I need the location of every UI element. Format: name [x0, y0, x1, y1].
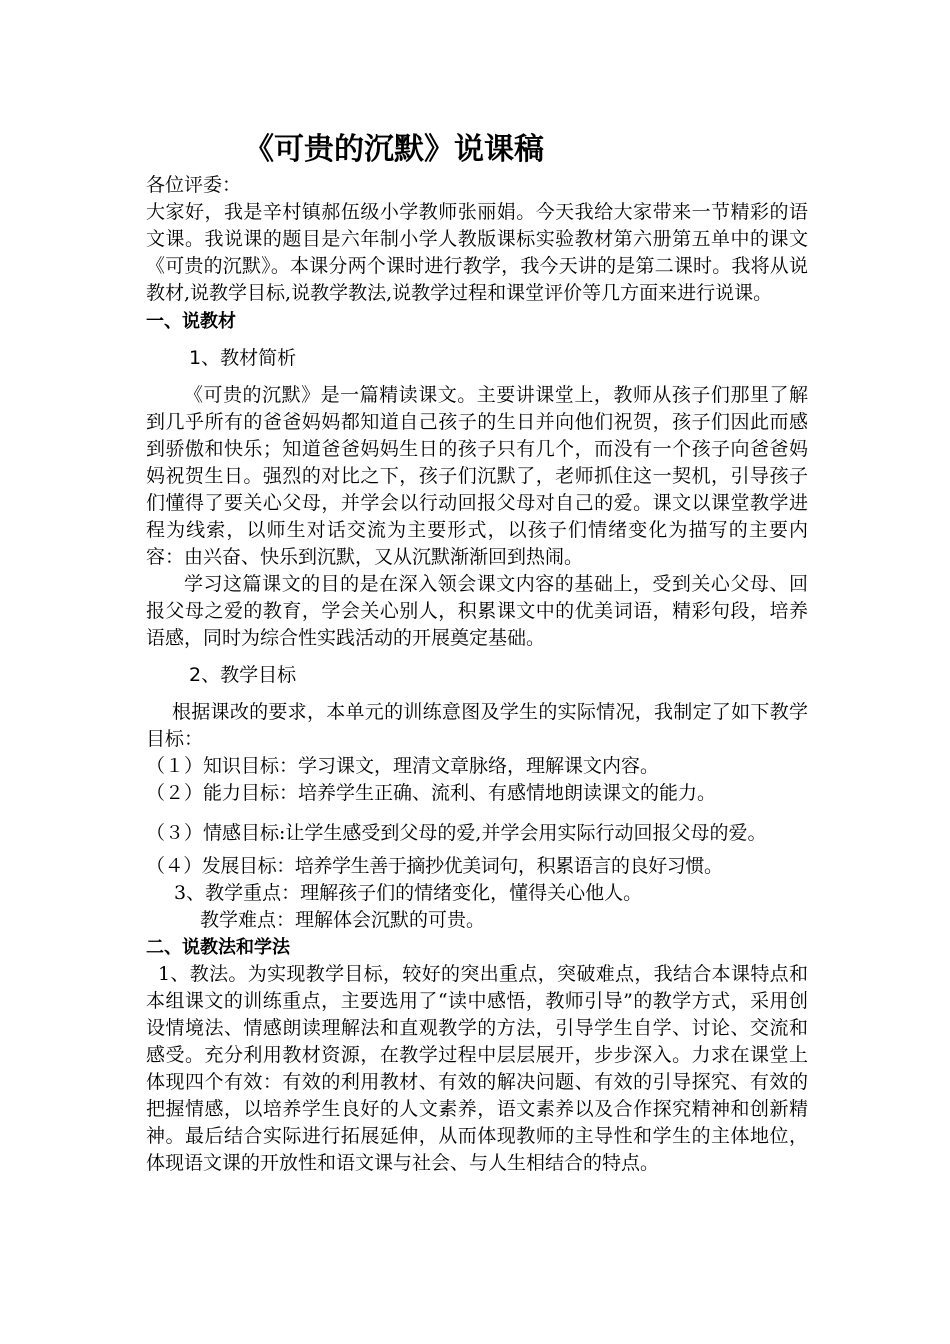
- goal-knowledge: （１）知识目标：学习课文，理清文章脉络，理解课文内容。: [146, 755, 660, 777]
- section-2-paragraph-1: 1、教法。为实现教学目标，较好的突出重点，突破难点，我结合本课特点和本组课文的训练重点，主要选用了“读中感悟，教师引导”的教学方式，采用创设情境法、情感朗读理解法和直观教学的方法，引导学生自学、讨论、交流和感受。充分利用教材资源，在教学过程中层层展开，步步深入。力求在课堂上体现四个有效：有效的利用教材、有效的解决问题、有效的引导探究、有效的把握情感，以培养学生良好的人文素养，语文素养以及合作探究精神和创新精神。最后结合实际进行拓展延伸，从而体现教师的主导性和学生的主体地位，体现语文课的开放性和语文课与社会、与人生相结合的特点。: [146, 963, 808, 1174]
- section-1-sub1-heading: 1、教材简析: [189, 347, 297, 369]
- page-title: 《可贵的沉默》说课稿: [244, 132, 544, 167]
- teaching-key-point: 3、教学重点：理解孩子们的情绪变化，懂得关心他人。: [174, 882, 643, 904]
- goal-ability: （２）能力目标：培养学生正确、流利、有感情地朗读课文的能力。: [146, 782, 717, 804]
- section-1-heading: 一、说教材: [146, 311, 236, 332]
- section-1-sub2-heading: 2、教学目标: [189, 664, 297, 686]
- salutation: 各位评委：: [146, 174, 242, 196]
- goal-emotion: （３）情感目标:让学生感受到父母的爱,并学会用实际行动回报父母的爱。: [146, 822, 767, 844]
- section-1-sub1-paragraph-2: 学习这篇课文的目的是在深入领会课文内容的基础上，受到关心父母、回报父母之爱的教育，学会关心别人，积累课文中的优美词语，精彩句段，培养语感，同时为综合性实践活动的开展奠定基础。: [146, 573, 808, 649]
- section-2-heading: 二、说教法和学法: [146, 937, 290, 958]
- section-1-sub2-intro: 根据课改的要求，本单元的训练意图及学生的实际情况，我制定了如下教学目标：: [146, 701, 808, 750]
- goal-development: （４）发展目标：培养学生善于摘抄优美词句，积累语言的良好习惯。: [146, 855, 723, 877]
- intro-paragraph: 大家好，我是辛村镇郝伍级小学教师张丽娟。今天我给大家带来一节精彩的语文课。我说课的题目是六年制小学人教版课标实验教材第六册第五单中的课文《可贵的沉默》。本课分两个课时进行教学，我今天讲的是第二课时。我将从说教材,说教学目标,说教学教法,说教学过程和课堂评价等几方面来进行说课。: [146, 201, 808, 304]
- section-1-sub1-paragraph-1: 《可贵的沉默》是一篇精读课文。主要讲课堂上，教师从孩子们那里了解到几乎所有的爸爸妈妈都知道自己孩子的生日并向他们祝贺，孩子们因此而感到骄傲和快乐；知道爸爸妈妈生日的孩子只有几个，而没有一个孩子向爸爸妈妈祝贺生日。强烈的对比之下，孩子们沉默了，老师抓住这一契机，引导孩子们懂得了要关心父母，并学会以行动回报父母对自己的爱。课文以课堂教学进程为线索，以师生对话交流为主要形式，以孩子们情绪变化为描写的主要内容：由兴奋、快乐到沉默，又从沉默渐渐回到热闹。: [146, 384, 808, 568]
- document-page: [146, 128, 808, 1177]
- teaching-difficulty: 教学难点：理解体会沉默的可贵。: [200, 909, 486, 931]
